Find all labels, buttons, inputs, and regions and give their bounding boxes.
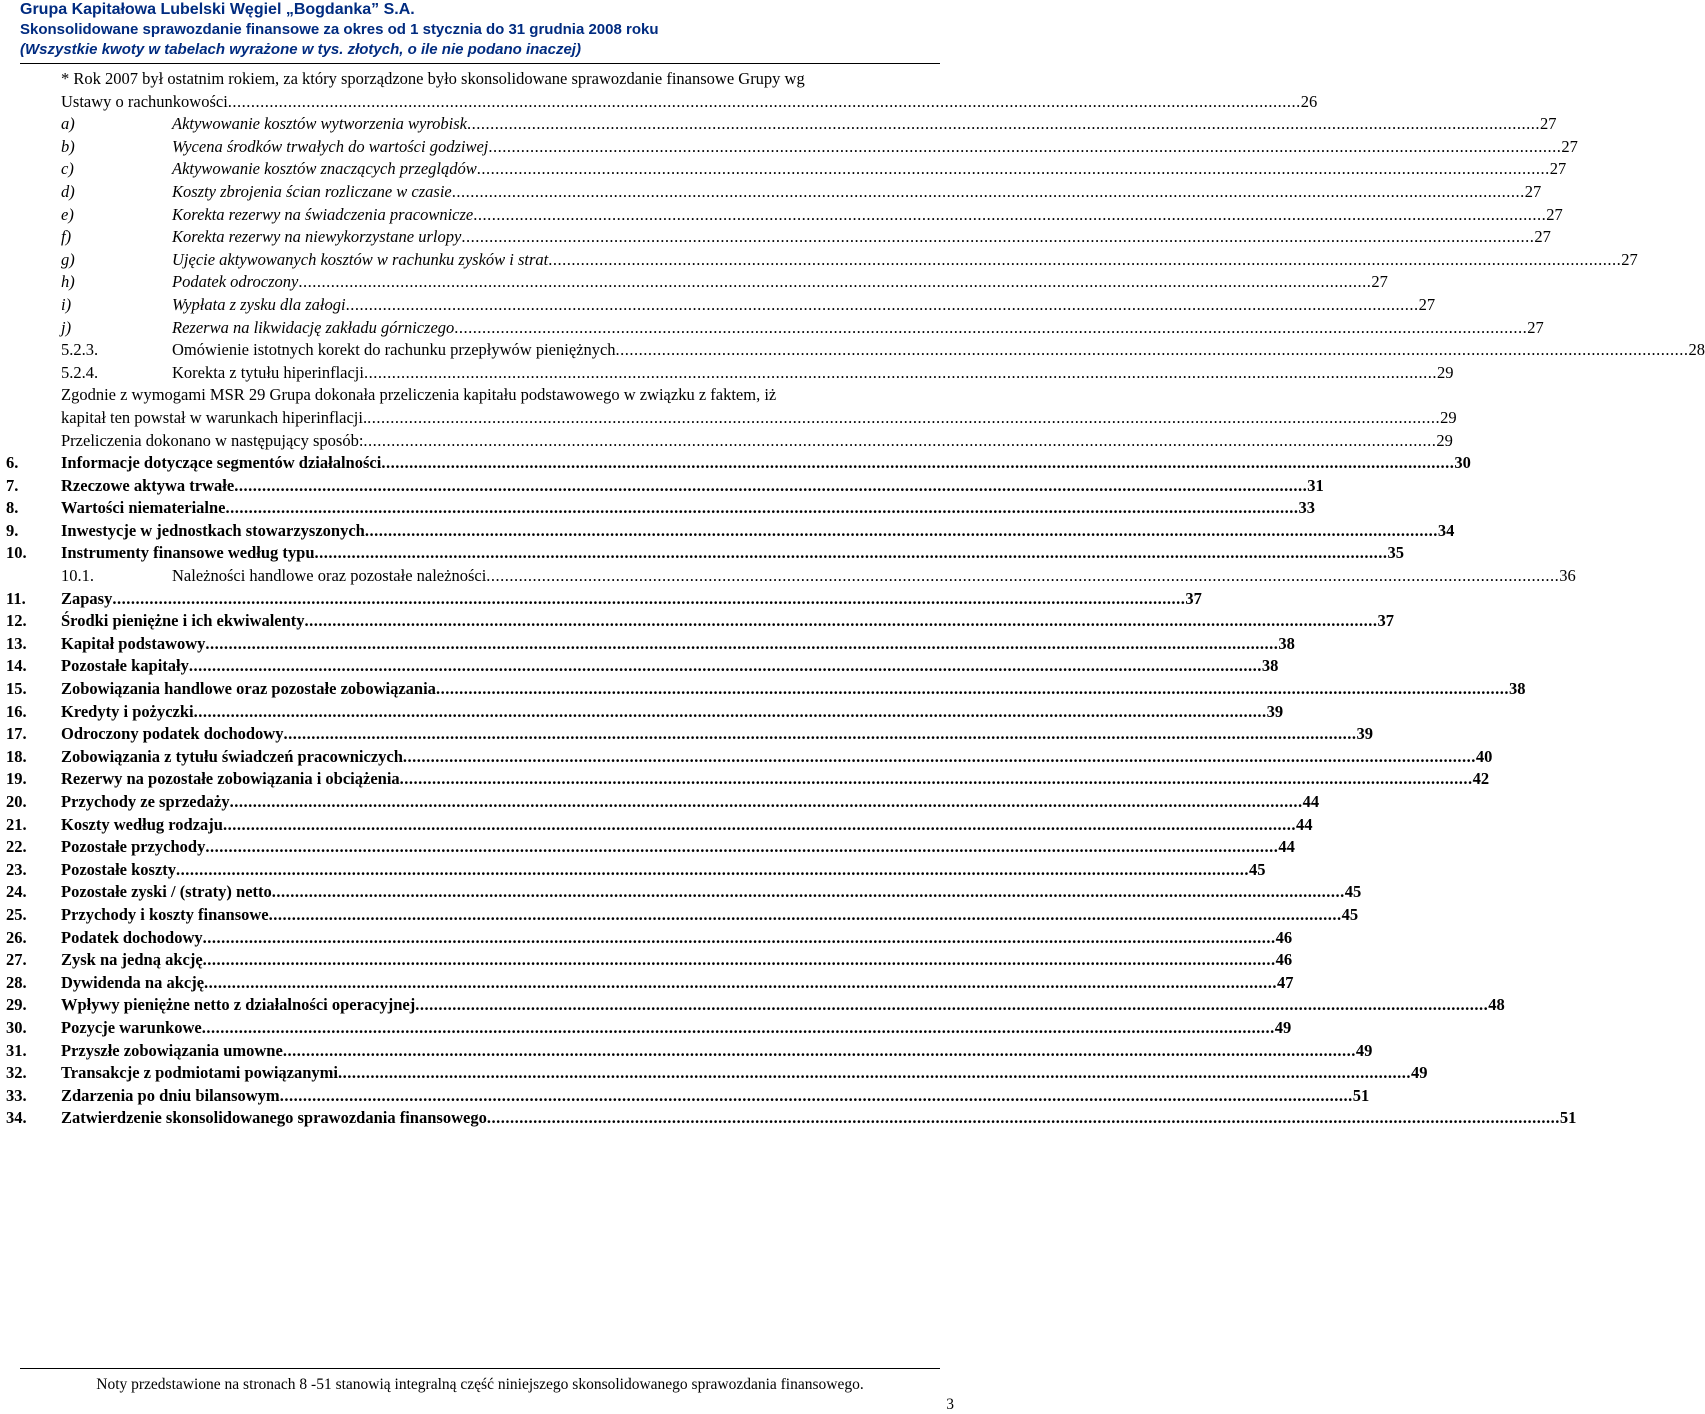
entry-title: Omówienie istotnych korekt do rachunku przepływów pieniężnych bbox=[172, 340, 616, 360]
leader-dots: ........................................................................................................................................................................................................................................ bbox=[314, 543, 1388, 563]
entry-page: 48 bbox=[1488, 995, 1505, 1015]
entry-number: 19. bbox=[6, 769, 27, 789]
entry-number: 12. bbox=[6, 611, 27, 631]
entry-number: a) bbox=[61, 114, 75, 134]
notes-list bbox=[0, 452, 1471, 565]
toc-entry[interactable] bbox=[0, 949, 1293, 972]
toc-entry[interactable] bbox=[0, 678, 1526, 701]
sections-list bbox=[0, 339, 1705, 384]
leader-dots: ........................................................................................................................................................................................................................................ bbox=[467, 114, 1540, 134]
leader-dots: ........................................................................................................................................................................................................................................ bbox=[345, 294, 1419, 314]
intro-line-2: Ustawy o rachunkowości bbox=[61, 91, 228, 111]
entry-page: 27 bbox=[1546, 204, 1563, 224]
leader-dots: ........................................................................................................................................................................................................................................ bbox=[204, 972, 1278, 992]
entry-page: 27 bbox=[1534, 227, 1551, 247]
entry-page: 47 bbox=[1277, 972, 1294, 992]
toc-entry[interactable] bbox=[0, 362, 1454, 385]
toc-entry[interactable] bbox=[0, 181, 1542, 204]
entry-title: Środki pieniężne i ich ekwiwalenty bbox=[61, 611, 305, 631]
toc-entry[interactable] bbox=[0, 226, 1551, 249]
leader-dots: ........................................................................................................................................................................................................................................ bbox=[486, 566, 1560, 586]
entry-page: 39 bbox=[1356, 724, 1373, 744]
toc-entry-10-1[interactable] bbox=[0, 565, 1576, 588]
leader-dots: ........................................................................................................................................................................................................................................ bbox=[234, 475, 1308, 495]
leader-dots: ........................................................................................................................................................................................................................................ bbox=[304, 611, 1378, 631]
entry-page: 45 bbox=[1344, 882, 1362, 902]
entry-title: Korekta z tytułu hiperinflacji bbox=[172, 362, 364, 382]
leader-dots: ........................................................................................................................................................................................................................................ bbox=[367, 407, 1441, 427]
toc-entry[interactable] bbox=[0, 204, 1563, 227]
toc-entry[interactable] bbox=[0, 1017, 1292, 1040]
toc-entry[interactable] bbox=[0, 881, 1362, 904]
leader-dots: ........................................................................................................................................................................................................................................ bbox=[283, 724, 1357, 744]
entry-title: Pozostałe przychody bbox=[61, 837, 206, 857]
notes-list-2 bbox=[0, 588, 1577, 1130]
entry-title: Pozostałe kapitały bbox=[61, 656, 189, 676]
leader-dots: ........................................................................................................................................................................................................................................ bbox=[112, 588, 1186, 608]
entry-number: h) bbox=[61, 272, 75, 292]
entry-number: i) bbox=[61, 294, 72, 314]
entry-number: j) bbox=[61, 317, 72, 337]
leader-dots: ........................................................................................................................................................................................................................................ bbox=[205, 837, 1279, 857]
entry-page: 38 bbox=[1261, 656, 1279, 676]
toc-entry[interactable] bbox=[0, 701, 1284, 724]
toc-entry[interactable] bbox=[0, 339, 1705, 362]
leader-dots: ........................................................................................................................................................................................................................................ bbox=[279, 1085, 1353, 1105]
entry-title: Korekta rezerwy na świadczenia pracownicze bbox=[172, 204, 474, 224]
entry-page: 38 bbox=[1278, 633, 1295, 653]
leader-dots: ........................................................................................................................................................................................................................................ bbox=[188, 656, 1262, 676]
entry-page: 51 bbox=[1559, 1108, 1577, 1128]
toc-entry[interactable] bbox=[0, 452, 1471, 475]
entry-page: 27 bbox=[1549, 159, 1567, 179]
leader-dots: ........................................................................................................................................................................................................................................ bbox=[205, 633, 1279, 653]
entry-title: Zapasy bbox=[61, 588, 113, 608]
toc-entry[interactable] bbox=[0, 497, 1316, 520]
intro-page: 26 bbox=[1300, 91, 1318, 111]
entry-title: Transakcje z podmiotami powiązanymi bbox=[61, 1063, 338, 1083]
entry-title: Wypłata z zysku dla załogi bbox=[172, 294, 346, 314]
entry-number: 9. bbox=[6, 520, 19, 540]
entry-page: 27 bbox=[1540, 114, 1557, 134]
leader-dots: ........................................................................................................................................................................................................................................ bbox=[476, 159, 1550, 179]
adjustments-list bbox=[0, 113, 1638, 339]
leader-dots: ........................................................................................................................................................................................................................................ bbox=[415, 995, 1489, 1015]
toc-para-hyperinflation[interactable] bbox=[0, 384, 1457, 429]
entry-page: 44 bbox=[1278, 837, 1295, 857]
entry-title: Wpływy pieniężne netto z działalności operacyjnej bbox=[61, 995, 416, 1015]
toc-entry[interactable] bbox=[0, 1107, 1577, 1130]
entry-page: 34 bbox=[1437, 520, 1455, 540]
entry-number: 26. bbox=[6, 927, 27, 947]
entry-number: 29. bbox=[6, 995, 27, 1015]
entry-page: 45 bbox=[1341, 904, 1359, 924]
entry-number: 24. bbox=[6, 882, 27, 902]
toc-entry[interactable] bbox=[0, 475, 1324, 498]
entry-number: 6. bbox=[6, 453, 19, 473]
leader-dots: ........................................................................................................................................................................................................................................ bbox=[337, 1063, 1411, 1083]
toc-para-method[interactable] bbox=[0, 430, 1453, 453]
entry-number: e) bbox=[61, 204, 74, 224]
entry-number: 20. bbox=[6, 792, 27, 811]
toc-entry[interactable] bbox=[0, 1040, 1373, 1063]
leader-dots: ........................................................................................................................................................................................................................................ bbox=[548, 249, 1622, 269]
entry-page: 49 bbox=[1355, 1040, 1373, 1060]
toc-entry[interactable] bbox=[0, 249, 1638, 272]
entry-page: 27 bbox=[1527, 317, 1544, 337]
entry-title: Zobowiązania handlowe oraz pozostałe zobowiązania bbox=[61, 679, 436, 699]
entry-title: Dywidenda na akcję bbox=[61, 972, 205, 992]
toc-entry[interactable] bbox=[0, 814, 1313, 837]
toc-entry[interactable] bbox=[0, 859, 1266, 882]
footer-rule bbox=[20, 1368, 940, 1369]
entry-page: 42 bbox=[1472, 769, 1490, 789]
entry-page: 45 bbox=[1249, 859, 1266, 879]
entry-number: 11. bbox=[6, 588, 26, 608]
leader-dots: ........................................................................................................................................................................................................................................ bbox=[363, 430, 1437, 450]
leader-dots: ........................................................................................................................................................................................................................................ bbox=[402, 746, 1476, 766]
entry-title: Rezerwa na likwidację zakładu górniczego bbox=[172, 317, 455, 337]
entry-number: b) bbox=[61, 136, 75, 156]
entry-title: Wycena środków trwałych do wartości godziwej bbox=[172, 136, 489, 156]
entry-number: f) bbox=[61, 227, 72, 247]
entry-number: 30. bbox=[6, 1017, 27, 1037]
toc-entry[interactable] bbox=[0, 294, 1436, 317]
company-name: Grupa Kapitałowa Lubelski Węgiel „Bogdanka” S.A. bbox=[20, 1, 415, 18]
leader-dots: ........................................................................................................................................................................................................................................ bbox=[298, 272, 1372, 292]
entry-number: 34. bbox=[6, 1108, 27, 1128]
entry-number: 21. bbox=[6, 814, 27, 834]
toc-entry[interactable] bbox=[0, 994, 1505, 1017]
entry-page: 30 bbox=[1454, 453, 1471, 473]
leader-dots: ........................................................................................................................................................................................................................................ bbox=[229, 792, 1303, 811]
entry-title: Wartości niematerialne bbox=[61, 498, 226, 518]
toc-entry[interactable] bbox=[0, 723, 1373, 746]
para1-line-2: kapitał ten powstał w warunkach hiperinflacji. bbox=[61, 407, 368, 427]
para2-page: 29 bbox=[1436, 430, 1453, 450]
entry-page: 39 bbox=[1266, 701, 1284, 721]
entry-number: 27. bbox=[6, 950, 27, 970]
leader-dots: ........................................................................................................................................................................................................................................ bbox=[202, 950, 1276, 970]
leader-dots: ........................................................................................................................................................................................................................................ bbox=[222, 814, 1296, 834]
entry-page: 36 bbox=[1559, 566, 1576, 586]
report-title: Skonsolidowane sprawozdanie finansowe za okres od 1 stycznia do 31 grudnia 2008 roku bbox=[20, 21, 659, 38]
entry-title: Koszty zbrojenia ścian rozliczane w czasie bbox=[172, 181, 452, 201]
entry-page: 31 bbox=[1307, 475, 1324, 495]
leader-dots: ........................................................................................................................................................................................................................................ bbox=[454, 317, 1528, 337]
entry-page: 35 bbox=[1387, 543, 1404, 563]
entry-page: 51 bbox=[1352, 1085, 1370, 1105]
leader-dots: ........................................................................................................................................................................................................................................ bbox=[268, 904, 1342, 924]
entry-title: Ujęcie aktywowanych kosztów w rachunku zysków i strat bbox=[172, 249, 549, 269]
entry-title: Przychody i koszty finansowe bbox=[61, 904, 269, 924]
entry-title: Przychody ze sprzedaży bbox=[61, 792, 230, 811]
leader-dots: ........................................................................................................................................................................................................................................ bbox=[381, 453, 1455, 473]
toc-entry[interactable] bbox=[0, 836, 1295, 859]
leader-dots: ........................................................................................................................................................................................................................................ bbox=[271, 882, 1345, 902]
entry-number: 33. bbox=[6, 1085, 27, 1105]
entry-number: c) bbox=[61, 159, 74, 179]
toc-entry[interactable] bbox=[0, 904, 1359, 927]
entry-page: 37 bbox=[1185, 588, 1202, 608]
entry-title: Zdarzenia po dniu bilansowym bbox=[61, 1085, 280, 1105]
entry-title: Przyszłe zobowiązania umowne bbox=[61, 1040, 283, 1060]
leader-dots: ........................................................................................................................................................................................................................................ bbox=[435, 679, 1509, 699]
toc-intro[interactable] bbox=[0, 68, 1318, 113]
leader-dots: ........................................................................................................................................................................................................................................ bbox=[193, 701, 1267, 721]
entry-number: 23. bbox=[6, 859, 27, 879]
leader-dots: ........................................................................................................................................................................................................................................ bbox=[201, 1017, 1275, 1037]
entry-number: 15. bbox=[6, 679, 27, 699]
entry-number: 32. bbox=[6, 1063, 27, 1083]
toc-entry[interactable] bbox=[0, 746, 1493, 769]
leader-dots: ........................................................................................................................................................................................................................................ bbox=[225, 498, 1299, 518]
entry-page: 27 bbox=[1621, 249, 1638, 269]
entry-title: Pozostałe zyski / (straty) netto bbox=[61, 882, 272, 902]
para1-line-1: Zgodnie z wymogami MSR 29 Grupa dokonała przeliczenia kapitału podstawowego w związku z faktem, iż bbox=[61, 385, 777, 405]
entry-page: 27 bbox=[1371, 272, 1388, 292]
page-number: 3 bbox=[946, 1396, 954, 1413]
table-of-contents bbox=[0, 68, 1705, 1130]
para2-text: Przeliczenia dokonano w następujący sposób: bbox=[61, 430, 364, 450]
leader-dots: ........................................................................................................................................................................................................................................ bbox=[364, 520, 1438, 540]
leader-dots: ........................................................................................................................................................................................................................................ bbox=[202, 927, 1276, 947]
leader-dots: ........................................................................................................................................................................................................................................ bbox=[363, 362, 1437, 382]
toc-entry[interactable] bbox=[0, 520, 1455, 543]
para1-page: 29 bbox=[1440, 407, 1457, 427]
entry-number: 10. bbox=[6, 543, 27, 563]
entry-title: Rzeczowe aktywa trwałe bbox=[61, 475, 235, 495]
leader-dots: ........................................................................................................................................................................................................................................ bbox=[615, 340, 1689, 360]
entry-page: 27 bbox=[1524, 181, 1542, 201]
entry-page: 28 bbox=[1688, 340, 1705, 360]
entry-page: 49 bbox=[1410, 1063, 1428, 1083]
entry-page: 44 bbox=[1302, 792, 1320, 811]
entry-number: 28. bbox=[6, 972, 27, 992]
entry-number: 16. bbox=[6, 701, 27, 721]
entry-title: Inwestycje w jednostkach stowarzyszonych bbox=[61, 520, 365, 540]
toc-entry[interactable] bbox=[0, 542, 1404, 565]
header-rule bbox=[20, 63, 940, 64]
entry-title: Podatek dochodowy bbox=[61, 927, 203, 947]
amounts-note: (Wszystkie kwoty w tabelach wyrażone w tys. złotych, o ile nie podano inaczej) bbox=[20, 41, 581, 58]
toc-entry[interactable] bbox=[0, 1062, 1428, 1085]
entry-title: Kapitał podstawowy bbox=[61, 633, 206, 653]
entry-title: Pozycje warunkowe bbox=[61, 1017, 202, 1037]
entry-title: Zobowiązania z tytułu świadczeń pracowniczych bbox=[61, 746, 403, 766]
entry-number: d) bbox=[61, 181, 75, 201]
entry-number: 8. bbox=[6, 498, 19, 518]
entry-number: 22. bbox=[6, 837, 27, 857]
entry-title: Aktywowanie kosztów znaczących przeglądów bbox=[172, 159, 477, 179]
entry-number: 25. bbox=[6, 904, 27, 924]
entry-number: 5.2.3. bbox=[61, 340, 99, 360]
entry-title: Kredyty i pożyczki bbox=[61, 701, 194, 721]
toc-entry[interactable] bbox=[0, 972, 1294, 995]
entry-number: g) bbox=[61, 249, 75, 269]
entry-number: 10.1. bbox=[61, 566, 94, 586]
toc-entry[interactable] bbox=[0, 1085, 1370, 1108]
entry-title: Rezerwy na pozostałe zobowiązania i obciążenia bbox=[61, 769, 400, 789]
leader-dots: ........................................................................................................................................................................................................................................ bbox=[451, 181, 1525, 201]
entry-page: 37 bbox=[1377, 611, 1395, 631]
entry-page: 29 bbox=[1436, 362, 1454, 382]
leader-dots: ........................................................................................................................................................................................................................................ bbox=[227, 91, 1301, 111]
entry-title: Należności handlowe oraz pozostałe należności bbox=[172, 566, 487, 586]
toc-entry[interactable] bbox=[0, 768, 1490, 791]
leader-dots: ........................................................................................................................................................................................................................................ bbox=[488, 136, 1562, 156]
entry-page: 27 bbox=[1561, 136, 1578, 156]
entry-title: Instrumenty finansowe według typu bbox=[61, 543, 315, 563]
entry-number: 13. bbox=[6, 633, 27, 653]
entry-number: 18. bbox=[6, 746, 27, 766]
toc-entry[interactable] bbox=[0, 927, 1293, 950]
entry-title: Informacje dotyczące segmentów działalności bbox=[61, 453, 382, 473]
entry-page: 46 bbox=[1275, 927, 1293, 947]
entry-page: 27 bbox=[1418, 294, 1436, 314]
entry-page: 49 bbox=[1274, 1017, 1292, 1037]
entry-page: 40 bbox=[1475, 746, 1493, 766]
leader-dots: ........................................................................................................................................................................................................................................ bbox=[176, 859, 1250, 879]
entry-title: Odroczony podatek dochodowy bbox=[61, 724, 284, 744]
toc-entry[interactable] bbox=[0, 113, 1557, 136]
footer-note: Noty przedstawione na stronach 8 -51 stanowią integralną część niniejszego skonsolidowanego sprawozdania finansowego. bbox=[96, 1376, 864, 1393]
toc-entry[interactable] bbox=[0, 271, 1388, 294]
leader-dots: ........................................................................................................................................................................................................................................ bbox=[399, 769, 1473, 789]
entry-title: Koszty według rodzaju bbox=[61, 814, 223, 834]
entry-title: Pozostałe koszty bbox=[61, 859, 177, 879]
entry-page: 38 bbox=[1508, 679, 1526, 699]
leader-dots: ........................................................................................................................................................................................................................................ bbox=[486, 1108, 1560, 1128]
entry-title: Aktywowanie kosztów wytworzenia wyrobisk bbox=[172, 114, 467, 134]
leader-dots: ........................................................................................................................................................................................................................................ bbox=[282, 1040, 1356, 1060]
entry-number: 17. bbox=[6, 724, 27, 744]
entry-page: 33 bbox=[1298, 498, 1316, 518]
entry-title: Zysk na jedną akcję bbox=[61, 950, 203, 970]
toc-entry[interactable] bbox=[0, 610, 1395, 633]
leader-dots: ........................................................................................................................................................................................................................................ bbox=[461, 227, 1535, 247]
toc-entry[interactable] bbox=[0, 633, 1295, 656]
toc-entry[interactable] bbox=[0, 655, 1279, 678]
entry-page: 44 bbox=[1295, 814, 1313, 834]
entry-title: Zatwierdzenie skonsolidowanego sprawozdania finansowego bbox=[61, 1108, 487, 1128]
entry-title: Korekta rezerwy na niewykorzystane urlopy bbox=[172, 227, 462, 247]
entry-title: Podatek odroczony bbox=[172, 272, 299, 292]
toc-entry[interactable] bbox=[0, 588, 1202, 611]
toc-entry[interactable] bbox=[0, 136, 1578, 159]
page-header bbox=[20, 0, 940, 60]
entry-number: 31. bbox=[6, 1040, 27, 1060]
intro-line-1: * Rok 2007 był ostatnim rokiem, za który sporządzone było skonsolidowane sprawozdanie finansowe Grupy wg bbox=[61, 69, 805, 88]
leader-dots: ........................................................................................................................................................................................................................................ bbox=[473, 204, 1547, 224]
entry-number: 5.2.4. bbox=[61, 362, 99, 382]
entry-number: 14. bbox=[6, 656, 27, 676]
entry-page: 46 bbox=[1275, 950, 1293, 970]
entry-number: 7. bbox=[6, 475, 19, 495]
toc-entry[interactable] bbox=[0, 158, 1567, 181]
toc-entry[interactable] bbox=[0, 317, 1544, 340]
toc-entry[interactable] bbox=[0, 791, 1320, 814]
